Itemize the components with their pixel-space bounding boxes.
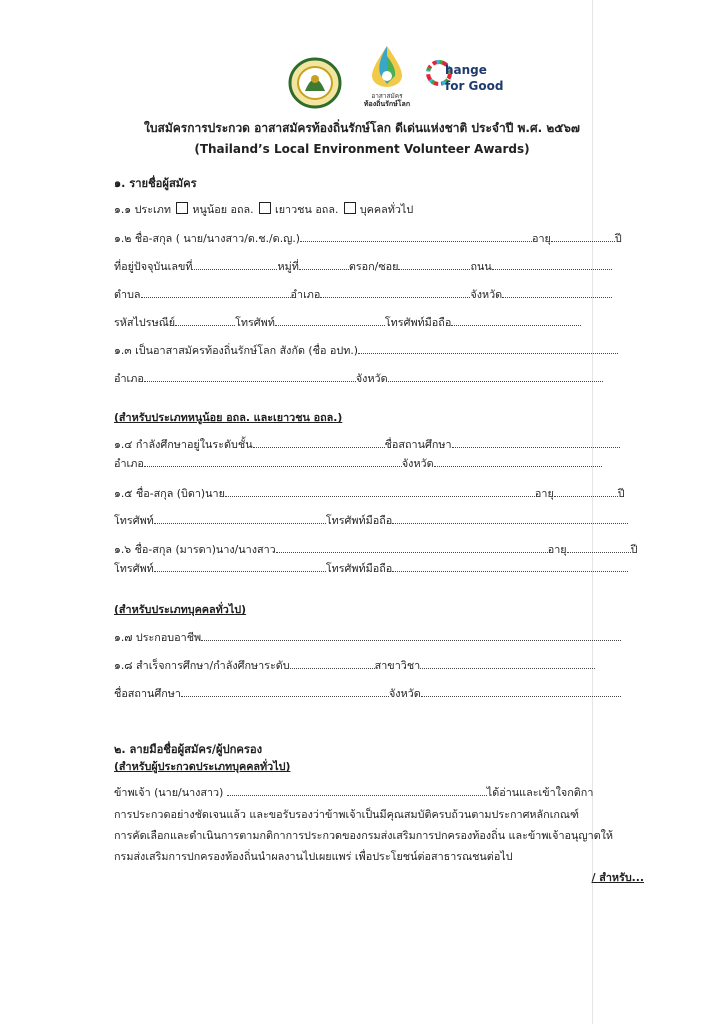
q18-school-label: ชื่อสถานศึกษา bbox=[114, 687, 181, 700]
q18-label: ๑.๘ สำเร็จการศึกษา/กำลังศึกษาระดับ bbox=[114, 659, 290, 672]
q14-province-field[interactable] bbox=[434, 456, 602, 467]
consent-text2: การประกวดอย่างชัดเจนแล้ว และขอรับรองว่าข้าพเจ้าเป็นมีคุณสมบัติครบถ้วนตามประกาศหลักเกณฑ์ bbox=[114, 808, 579, 821]
mother-age-field[interactable] bbox=[567, 542, 631, 553]
school-label: ชื่อสถานศึกษา bbox=[384, 438, 452, 451]
q18-row bbox=[114, 658, 595, 673]
q13-row bbox=[114, 343, 618, 358]
q18b-row bbox=[114, 686, 621, 701]
tambon-label: ตำบล bbox=[114, 288, 141, 301]
youth-heading: (สำหรับประเภทหนูน้อย อถล. และเยาวชน อถล.) bbox=[114, 411, 343, 424]
consent-line1 bbox=[114, 785, 593, 800]
major-label: สาขาวิชา bbox=[374, 659, 421, 672]
volunteer-logo bbox=[362, 44, 412, 114]
mother-phone-field[interactable] bbox=[154, 561, 326, 572]
house-field[interactable] bbox=[192, 259, 277, 270]
checkbox-kid[interactable] bbox=[176, 202, 188, 214]
father-mobile-label: โทรศัพท์มือถือ bbox=[325, 514, 393, 527]
house-label: ที่อยู่ปัจจุบันเลขที่ bbox=[114, 260, 193, 273]
q15-label: ๑.๕ ชื่อ-สกุล (บิดา)นาย bbox=[114, 487, 225, 500]
father-phone-field[interactable] bbox=[154, 513, 326, 524]
year-label: ปี bbox=[614, 232, 622, 245]
section2-heading: ๒. ลายมือชื่อผู้สมัคร/ผู้ปกครอง bbox=[114, 743, 263, 756]
q11-label: ๑.๑ ประเภท bbox=[114, 203, 171, 216]
form-title-th: ใบสมัครการประกวด อาสาสมัครท้องถิ่นรักษ์โลก ดีเด่นแห่งชาติ ประจำปี พ.ศ. ๒๕๖๗ bbox=[144, 121, 580, 135]
grade-field[interactable] bbox=[253, 437, 385, 448]
q16-label: ๑.๖ ชื่อ-สกุล (มารดา)นาง/นางสาว bbox=[114, 543, 276, 556]
q17-label: ๑.๗ ประกอบอาชีพ bbox=[114, 631, 202, 644]
q15-row bbox=[114, 486, 625, 501]
q11-row bbox=[114, 202, 413, 217]
for-good-text: for Good bbox=[445, 79, 504, 93]
q13-amphoe-label: อำเภอ bbox=[114, 372, 144, 385]
road-field[interactable] bbox=[492, 259, 612, 270]
tambon-field[interactable] bbox=[141, 287, 291, 298]
q14-amphoe-label: อำเภอ bbox=[114, 457, 144, 470]
q14-label: ๑.๔ กำลังศึกษาอยู่ในระดับชั้น bbox=[114, 438, 253, 451]
education-field[interactable] bbox=[290, 658, 375, 669]
volunteer-logo-text1: อาสาสมัคร bbox=[371, 92, 403, 100]
q17-row bbox=[114, 630, 621, 645]
amphoe-label: อำเภอ bbox=[290, 288, 321, 301]
q16b-row bbox=[114, 561, 628, 576]
q18-province-field[interactable] bbox=[421, 686, 621, 697]
postal-label: รหัสไปรษณีย์ bbox=[114, 316, 176, 329]
q13-amphoe-field[interactable] bbox=[144, 371, 356, 382]
age-field[interactable] bbox=[551, 231, 615, 242]
address-row bbox=[114, 259, 612, 274]
father-year-label: ปี bbox=[617, 487, 625, 500]
q13-province-label: จังหวัด bbox=[355, 372, 388, 385]
form-title-en: (Thailand’s Local Environment Volunteer Awards) bbox=[194, 142, 530, 156]
q16-row bbox=[114, 542, 637, 557]
major-field[interactable] bbox=[420, 658, 595, 669]
q14-province-label: จังหวัด bbox=[401, 457, 434, 470]
option-kid: หนูน้อย อถล. bbox=[192, 203, 254, 216]
mother-mobile-label: โทรศัพท์มือถือ bbox=[325, 562, 393, 575]
phone-field[interactable] bbox=[275, 315, 385, 326]
header-logos bbox=[0, 44, 724, 114]
q13-label: ๑.๓ เป็นอาสาสมัครท้องถิ่นรักษ์โลก สังกัด (ชื่อ อปท.) bbox=[114, 344, 358, 357]
change-for-good-logo bbox=[426, 58, 516, 98]
checkbox-youth[interactable] bbox=[259, 202, 271, 214]
father-name-field[interactable] bbox=[225, 486, 535, 497]
section1-heading: ๑. รายชื่อผู้สมัคร bbox=[114, 177, 197, 190]
address2-row bbox=[114, 287, 612, 302]
consent-name-label: ข้าพเจ้า (นาย/นางสาว) bbox=[114, 786, 224, 799]
soi-field[interactable] bbox=[398, 259, 470, 270]
consent-text4: กรมส่งเสริมการปกครองท้องถิ่นนำผลงานไปเผยแพร่ เพื่อประโยชน์ต่อสาธารณชนต่อไป bbox=[114, 850, 513, 863]
consent-text3: การคัดเลือกและดำเนินการตามกติกาการประกวดของกรมส่งเสริมการปกครองท้องถิ่น และข้าพเจ้าอนุญาตให้ bbox=[114, 829, 614, 842]
name-field[interactable] bbox=[300, 231, 532, 242]
dla-emblem-icon bbox=[288, 57, 342, 109]
q14-row bbox=[114, 437, 620, 452]
mobile-label: โทรศัพท์มือถือ bbox=[384, 316, 452, 329]
q12-row bbox=[114, 231, 622, 246]
consent-name-field[interactable] bbox=[227, 785, 487, 796]
checkbox-general[interactable] bbox=[344, 202, 356, 214]
mobile-field[interactable] bbox=[451, 315, 581, 326]
postal-field[interactable] bbox=[175, 315, 235, 326]
general-heading: (สำหรับประเภทบุคคลทั่วไป) bbox=[114, 603, 247, 616]
volunteer-drop-icon bbox=[362, 44, 412, 88]
option-general: บุคคลทั่วไป bbox=[359, 203, 414, 216]
continue-marker: / สำหรับ... bbox=[591, 871, 644, 884]
school-field[interactable] bbox=[452, 437, 620, 448]
mother-year-label: ปี bbox=[630, 543, 638, 556]
age-label: อายุ bbox=[531, 232, 551, 245]
q12-label: ๑.๒ ชื่อ-สกุล ( นาย/นางสาว/ด.ช./ด.ญ.) bbox=[114, 232, 300, 245]
q13b-row bbox=[114, 371, 603, 386]
q18-school-field[interactable] bbox=[181, 686, 389, 697]
option-youth: เยาวชน อถล. bbox=[275, 203, 339, 216]
q13-province-field[interactable] bbox=[388, 371, 603, 382]
amphoe-field[interactable] bbox=[320, 287, 470, 298]
province-label: จังหวัด bbox=[470, 288, 503, 301]
section2-sub: (สำหรับผู้ประกวดประเภทบุคคลทั่วไป) bbox=[114, 760, 291, 773]
q14-amphoe-field[interactable] bbox=[144, 456, 402, 467]
q15b-row bbox=[114, 513, 628, 528]
contact-row bbox=[114, 315, 581, 330]
father-mobile-field[interactable] bbox=[392, 513, 628, 524]
father-age-label: อายุ bbox=[534, 487, 554, 500]
moo-label: หมู่ที่ bbox=[277, 260, 299, 273]
volunteer-logo-text2: ท้องถิ่นรักษ์โลก bbox=[363, 100, 411, 108]
change-text: hange bbox=[445, 63, 487, 77]
occupation-field[interactable] bbox=[201, 630, 621, 641]
province-field[interactable] bbox=[502, 287, 612, 298]
moo-field[interactable] bbox=[299, 259, 349, 270]
mother-name-field[interactable] bbox=[276, 542, 548, 553]
q14b-row bbox=[114, 456, 602, 471]
soi-label: ตรอก/ซอย bbox=[348, 260, 399, 273]
q18-province-label: จังหวัด bbox=[388, 687, 421, 700]
consent-text1: ได้อ่านและเข้าใจกติกา bbox=[486, 786, 594, 799]
mother-age-label: อายุ bbox=[547, 543, 567, 556]
mother-phone-label: โทรศัพท์ bbox=[114, 562, 154, 575]
mother-mobile-field[interactable] bbox=[392, 561, 628, 572]
phone-label: โทรศัพท์ bbox=[235, 316, 275, 329]
father-age-field[interactable] bbox=[554, 486, 618, 497]
father-phone-label: โทรศัพท์ bbox=[114, 514, 154, 527]
org-field[interactable] bbox=[358, 343, 618, 354]
road-label: ถนน bbox=[470, 260, 492, 273]
